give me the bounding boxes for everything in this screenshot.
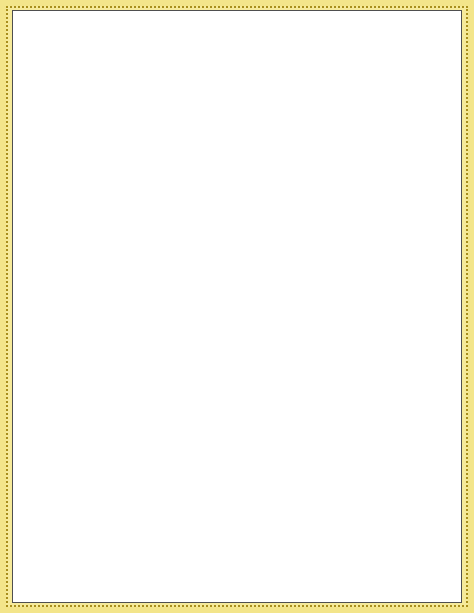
verse-table xyxy=(12,10,462,603)
